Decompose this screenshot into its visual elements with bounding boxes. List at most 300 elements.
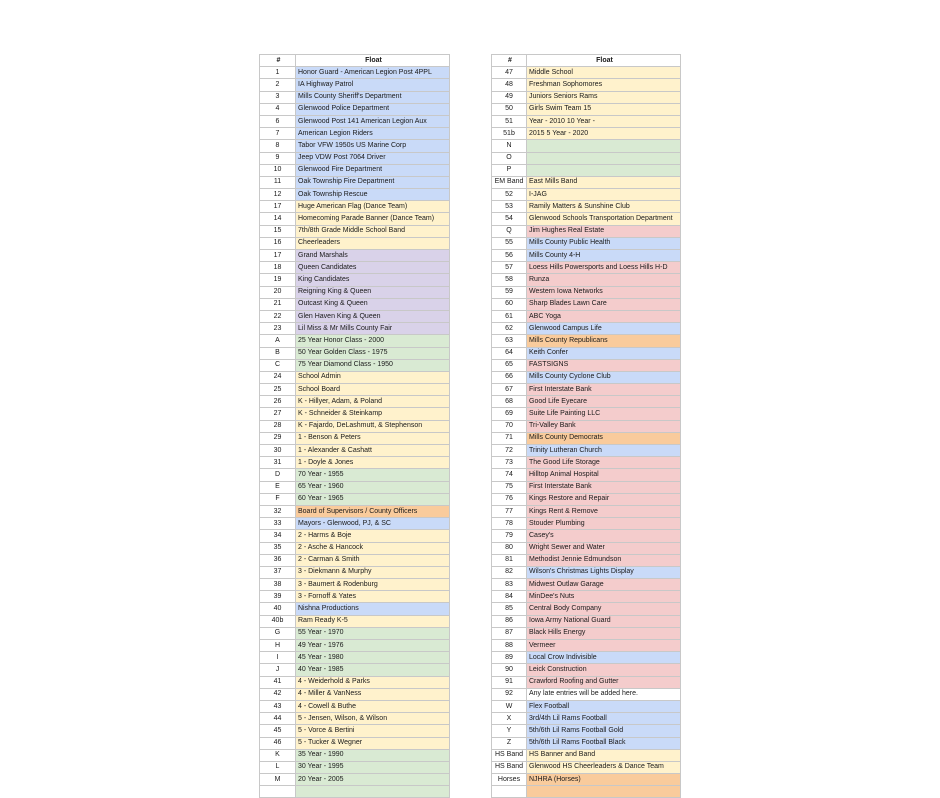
float-number-cell: 79 (492, 530, 527, 542)
float-number-cell: Z (492, 737, 527, 749)
float-name-cell: 3 - Diekmann & Murphy (296, 566, 450, 578)
float-number-cell: C (260, 359, 296, 371)
float-number-cell: 56 (492, 250, 527, 262)
table-row (492, 115, 681, 127)
table-row (260, 749, 450, 761)
float-number-cell: 3 (260, 91, 296, 103)
float-number-cell: 70 (492, 420, 527, 432)
right-parade-table (491, 54, 681, 798)
table-row (260, 542, 450, 554)
float-name-cell: MinDee's Nuts (527, 591, 681, 603)
table-row (260, 286, 450, 298)
float-name-cell: Crawford Roofing and Gutter (527, 676, 681, 688)
float-name-cell: Middle School (527, 67, 681, 79)
table-row (492, 323, 681, 335)
float-name-cell: Hilltop Animal Hospital (527, 469, 681, 481)
float-number-cell: 62 (492, 323, 527, 335)
table-row (260, 79, 450, 91)
float-name-cell: I-JAG (527, 189, 681, 201)
float-number-cell: 17 (260, 201, 296, 213)
float-name-cell: 4 - Weiderhold & Parks (296, 676, 450, 688)
table-row (260, 347, 450, 359)
table-row (260, 115, 450, 127)
float-number-cell: 63 (492, 335, 527, 347)
float-name-cell: Methodist Jennie Edmundson (527, 554, 681, 566)
float-name-cell: 5th/6th Lil Rams Football Gold (527, 725, 681, 737)
table-row (260, 420, 450, 432)
float-number-cell: H (260, 640, 296, 652)
table-row (260, 774, 450, 786)
float-name-cell: Queen Candidates (296, 262, 450, 274)
table-row (260, 566, 450, 578)
float-name-cell: Leick Construction (527, 664, 681, 676)
float-number-cell: 77 (492, 505, 527, 517)
float-name-cell: American Legion Riders (296, 128, 450, 140)
float-number-cell: 44 (260, 713, 296, 725)
table-header-row (260, 55, 450, 67)
table-row (260, 164, 450, 176)
float-name-cell: Year - 2010 10 Year - (527, 115, 681, 127)
table-row (492, 408, 681, 420)
float-number-cell: 49 (492, 91, 527, 103)
table-row (260, 189, 450, 201)
float-number-cell: 10 (260, 164, 296, 176)
table-row (492, 432, 681, 444)
table-row (260, 664, 450, 676)
float-number-cell: 84 (492, 591, 527, 603)
float-name-cell: King Candidates (296, 274, 450, 286)
table-row (492, 201, 681, 213)
table-row (260, 530, 450, 542)
float-number-cell: 67 (492, 384, 527, 396)
float-number-cell: Q (492, 225, 527, 237)
float-number-cell: 82 (492, 566, 527, 578)
float-number-cell: 30 (260, 445, 296, 457)
float-number-cell: 76 (492, 493, 527, 505)
table-row (260, 591, 450, 603)
table-row (492, 67, 681, 79)
table-row (492, 640, 681, 652)
float-number-cell: 92 (492, 688, 527, 700)
table-row (492, 676, 681, 688)
table-row (492, 603, 681, 615)
table-row (260, 493, 450, 505)
float-name-cell: Trinity Lutheran Church (527, 445, 681, 457)
table-row (260, 505, 450, 517)
table-row (492, 737, 681, 749)
table-row (492, 664, 681, 676)
table-row (492, 359, 681, 371)
float-name-cell: 4 - Cowell & Buthe (296, 700, 450, 712)
float-number-cell: 87 (492, 627, 527, 639)
table-row (492, 725, 681, 737)
table-row (492, 469, 681, 481)
float-name-cell: FASTSIGNS (527, 359, 681, 371)
table-row (492, 688, 681, 700)
table-row (492, 164, 681, 176)
float-number-cell: F (260, 493, 296, 505)
float-number-cell: 73 (492, 457, 527, 469)
table-row (492, 481, 681, 493)
table-row (492, 591, 681, 603)
float-number-cell: P (492, 164, 527, 176)
float-name-cell: Homecoming Parade Banner (Dance Team) (296, 213, 450, 225)
float-name-cell: Mills County 4-H (527, 250, 681, 262)
float-number-cell: 43 (260, 700, 296, 712)
table-row (492, 542, 681, 554)
float-number-cell: 34 (260, 530, 296, 542)
float-number-cell: O (492, 152, 527, 164)
float-name-cell: Western Iowa Networks (527, 286, 681, 298)
float-name-cell: 3 - Fornoff & Yates (296, 591, 450, 603)
float-number-cell: 51 (492, 115, 527, 127)
float-name-cell: Glenwood Campus Life (527, 323, 681, 335)
float-number-cell: 47 (492, 67, 527, 79)
float-number-cell: 64 (492, 347, 527, 359)
float-name-cell: Loess Hills Powersports and Loess Hills H-D (527, 262, 681, 274)
float-number-cell: 81 (492, 554, 527, 566)
float-number-cell: 40b (260, 615, 296, 627)
table-row (260, 176, 450, 188)
float-number-cell: 53 (492, 201, 527, 213)
table-row (492, 566, 681, 578)
float-number-cell: 85 (492, 603, 527, 615)
table-row (260, 652, 450, 664)
table-row (260, 323, 450, 335)
float-number-cell: 16 (260, 237, 296, 249)
float-number-cell: 40 (260, 603, 296, 615)
table-row (260, 237, 450, 249)
float-name-cell: 2 - Harms & Boje (296, 530, 450, 542)
float-name-cell: 20 Year - 2005 (296, 774, 450, 786)
float-number-cell: L (260, 761, 296, 773)
float-number-cell: 24 (260, 371, 296, 383)
float-name-cell: 65 Year - 1960 (296, 481, 450, 493)
table-row (492, 347, 681, 359)
float-name-cell: Vermeer (527, 640, 681, 652)
table-row (260, 213, 450, 225)
float-number-cell: Horses (492, 774, 527, 786)
float-name-cell: 5 - Tucker & Wegner (296, 737, 450, 749)
table-row (260, 250, 450, 262)
float-name-cell: 5 - Vorce & Bertini (296, 725, 450, 737)
table-row (260, 725, 450, 737)
float-number-cell: 68 (492, 396, 527, 408)
float-name-cell: 25 Year Honor Class - 2000 (296, 335, 450, 347)
table-row (492, 250, 681, 262)
float-number-cell: 54 (492, 213, 527, 225)
float-number-cell: 41 (260, 676, 296, 688)
table-row (260, 700, 450, 712)
float-name-cell: Mills County Public Health (527, 237, 681, 249)
table-row (260, 152, 450, 164)
float-number-cell: 35 (260, 542, 296, 554)
table-row (492, 554, 681, 566)
float-number-cell: 17 (260, 250, 296, 262)
float-name-cell: Juniors Seniors Rams (527, 91, 681, 103)
float-number-cell: 52 (492, 189, 527, 201)
float-number-cell: 2 (260, 79, 296, 91)
float-name-cell: Glen Haven King & Queen (296, 310, 450, 322)
float-name-cell: Any late entries will be added here. (527, 688, 681, 700)
float-number-cell: 48 (492, 79, 527, 91)
table-row (260, 310, 450, 322)
float-number-cell: 59 (492, 286, 527, 298)
float-name-cell: Glenwood Post 141 American Legion Aux (296, 115, 450, 127)
table-row (492, 420, 681, 432)
float-number-cell: 46 (260, 737, 296, 749)
float-name-cell: Outcast King & Queen (296, 298, 450, 310)
float-number-cell: 45 (260, 725, 296, 737)
float-number-cell: 88 (492, 640, 527, 652)
header-number: # (260, 55, 296, 67)
header-float: Float (296, 55, 450, 67)
table-row (492, 176, 681, 188)
float-name-cell: Local Crow Indivisible (527, 652, 681, 664)
float-name-cell: Runza (527, 274, 681, 286)
table-row (492, 213, 681, 225)
table-row (260, 615, 450, 627)
table-row (260, 688, 450, 700)
table-row (492, 774, 681, 786)
float-number-cell: 27 (260, 408, 296, 420)
table-row (492, 530, 681, 542)
table-row (492, 615, 681, 627)
table-row (260, 67, 450, 79)
float-name-cell: Jim Hughes Real Estate (527, 225, 681, 237)
header-number: # (492, 55, 527, 67)
table-row (260, 554, 450, 566)
float-name-cell: 50 Year Golden Class - 1975 (296, 347, 450, 359)
table-row (260, 640, 450, 652)
float-name-cell: Iowa Army National Guard (527, 615, 681, 627)
float-number-cell: HS Band (492, 761, 527, 773)
float-name-cell: 5th/6th Lil Rams Football Black (527, 737, 681, 749)
float-number-cell: 91 (492, 676, 527, 688)
float-number-cell: 8 (260, 140, 296, 152)
table-row (260, 225, 450, 237)
float-number-cell: 6 (260, 115, 296, 127)
float-number-cell: 83 (492, 579, 527, 591)
float-number-cell: 72 (492, 445, 527, 457)
table-header-row (492, 55, 681, 67)
table-row (492, 103, 681, 115)
float-number-cell: 20 (260, 286, 296, 298)
float-name-cell: Glenwood Schools Transportation Department (527, 213, 681, 225)
float-name-cell: Jeep VDW Post 7064 Driver (296, 152, 450, 164)
float-name-cell: Mills County Republicans (527, 335, 681, 347)
table-row (492, 140, 681, 152)
float-name-cell: Flex Football (527, 700, 681, 712)
float-number-cell: 42 (260, 688, 296, 700)
float-number-cell: 1 (260, 67, 296, 79)
float-number-cell: 90 (492, 664, 527, 676)
left-parade-table (259, 54, 450, 798)
float-number-cell: 60 (492, 298, 527, 310)
table-row (492, 713, 681, 725)
float-name-cell: K - Hillyer, Adam, & Poland (296, 396, 450, 408)
table-row (260, 91, 450, 103)
table-row (260, 676, 450, 688)
float-name-cell: Mills County Cyclone Club (527, 371, 681, 383)
float-name-cell: 1 - Doyle & Jones (296, 457, 450, 469)
float-number-cell: 39 (260, 591, 296, 603)
float-number-cell: M (260, 774, 296, 786)
table-row (492, 493, 681, 505)
float-name-cell: Keith Confer (527, 347, 681, 359)
table-row (260, 201, 450, 213)
float-number-cell: 26 (260, 396, 296, 408)
table-row (492, 761, 681, 773)
float-name-cell: East Mills Band (527, 176, 681, 188)
float-name-cell: Stouder Plumbing (527, 518, 681, 530)
float-name-cell: 1 - Alexander & Cashatt (296, 445, 450, 457)
float-number-cell: 65 (492, 359, 527, 371)
float-name-cell: Glenwood HS Cheerleaders & Dance Team (527, 761, 681, 773)
table-row (492, 457, 681, 469)
float-number-cell: 25 (260, 384, 296, 396)
float-number-cell: 12 (260, 189, 296, 201)
float-name-cell: 2 - Asche & Hancock (296, 542, 450, 554)
float-number-cell: 29 (260, 432, 296, 444)
table-row (260, 713, 450, 725)
float-number-cell: I (260, 652, 296, 664)
float-name-cell: Glenwood Fire Department (296, 164, 450, 176)
float-name-cell: Board of Supervisors / County Officers (296, 505, 450, 517)
float-name-cell: Ram Ready K-5 (296, 615, 450, 627)
table-row (492, 237, 681, 249)
float-number-cell: G (260, 627, 296, 639)
float-name-cell: Sharp Blades Lawn Care (527, 298, 681, 310)
float-name-cell: Black Hills Energy (527, 627, 681, 639)
table-row (260, 603, 450, 615)
float-name-cell: Kings Rent & Remove (527, 505, 681, 517)
table-row (260, 518, 450, 530)
table-row (260, 396, 450, 408)
float-name-cell: 35 Year - 1990 (296, 749, 450, 761)
float-number-cell: 69 (492, 408, 527, 420)
float-number-cell: X (492, 713, 527, 725)
table-row (492, 274, 681, 286)
float-name-cell: Casey's (527, 530, 681, 542)
table-row (260, 140, 450, 152)
float-name-cell: Suite Life Painting LLC (527, 408, 681, 420)
table-row (492, 225, 681, 237)
float-number-cell: 37 (260, 566, 296, 578)
table-row (492, 79, 681, 91)
float-number-cell: 78 (492, 518, 527, 530)
float-number-cell: 7 (260, 128, 296, 140)
table-row (260, 384, 450, 396)
header-float: Float (527, 55, 681, 67)
float-name-cell: First Interstate Bank (527, 481, 681, 493)
float-name-cell: Wright Sewer and Water (527, 542, 681, 554)
float-number-cell: 38 (260, 579, 296, 591)
table-row (492, 396, 681, 408)
float-number-cell: 61 (492, 310, 527, 322)
float-name-cell: School Admin (296, 371, 450, 383)
float-number-cell: 9 (260, 152, 296, 164)
float-number-cell: 74 (492, 469, 527, 481)
float-number-cell: 28 (260, 420, 296, 432)
table-row (492, 518, 681, 530)
float-name-cell: 55 Year - 1970 (296, 627, 450, 639)
float-name-cell: 4 - Miller & VanNess (296, 688, 450, 700)
float-name-cell: ABC Yoga (527, 310, 681, 322)
table-row (260, 432, 450, 444)
float-number-cell: 55 (492, 237, 527, 249)
float-number-cell: 36 (260, 554, 296, 566)
float-number-cell: 23 (260, 323, 296, 335)
table-row (492, 749, 681, 761)
float-name-cell: Oak Township Rescue (296, 189, 450, 201)
float-number-cell: 22 (260, 310, 296, 322)
table-row (492, 445, 681, 457)
table-row (260, 457, 450, 469)
float-number-cell: 80 (492, 542, 527, 554)
float-name-cell: Wilson's Christmas Lights Display (527, 566, 681, 578)
float-name-cell: Kings Restore and Repair (527, 493, 681, 505)
table-row (492, 286, 681, 298)
float-number-cell: 50 (492, 103, 527, 115)
float-number-cell: 21 (260, 298, 296, 310)
float-number-cell: 51b (492, 128, 527, 140)
float-name-cell: 70 Year - 1955 (296, 469, 450, 481)
float-name-cell: Midwest Outlaw Garage (527, 579, 681, 591)
table-row (260, 298, 450, 310)
float-number-cell: 86 (492, 615, 527, 627)
float-name-cell: 40 Year - 1985 (296, 664, 450, 676)
float-name-cell: Grand Marshals (296, 250, 450, 262)
float-number-cell: K (260, 749, 296, 761)
table-row (492, 700, 681, 712)
table-row (492, 652, 681, 664)
float-name-cell: Mayors - Glenwood, PJ, & SC (296, 518, 450, 530)
float-name-cell: Huge American Flag (Dance Team) (296, 201, 450, 213)
float-name-cell (527, 164, 681, 176)
table-row (492, 384, 681, 396)
table-row (260, 274, 450, 286)
table-row (260, 445, 450, 457)
float-name-cell: Nishna Productions (296, 603, 450, 615)
table-row (492, 298, 681, 310)
table-row (260, 359, 450, 371)
float-name-cell: 45 Year - 1980 (296, 652, 450, 664)
table-row (260, 408, 450, 420)
float-name-cell: Reigning King & Queen (296, 286, 450, 298)
float-number-cell: W (492, 700, 527, 712)
float-number-cell: Y (492, 725, 527, 737)
float-name-cell: HS Banner and Band (527, 749, 681, 761)
table-row (492, 189, 681, 201)
float-name-cell: The Good Life Storage (527, 457, 681, 469)
float-number-cell: 89 (492, 652, 527, 664)
float-number-cell: 66 (492, 371, 527, 383)
float-number-cell: 15 (260, 225, 296, 237)
float-number-cell: 32 (260, 505, 296, 517)
float-number-cell: B (260, 347, 296, 359)
float-number-cell: J (260, 664, 296, 676)
table-row (492, 371, 681, 383)
float-name-cell: Honor Guard - American Legion Post 4PPL (296, 67, 450, 79)
table-row (260, 128, 450, 140)
float-number-cell: 18 (260, 262, 296, 274)
float-name-cell: 30 Year - 1995 (296, 761, 450, 773)
table-row (492, 627, 681, 639)
float-name-cell: 1 - Benson & Peters (296, 432, 450, 444)
float-name-cell (527, 152, 681, 164)
table-row (260, 469, 450, 481)
